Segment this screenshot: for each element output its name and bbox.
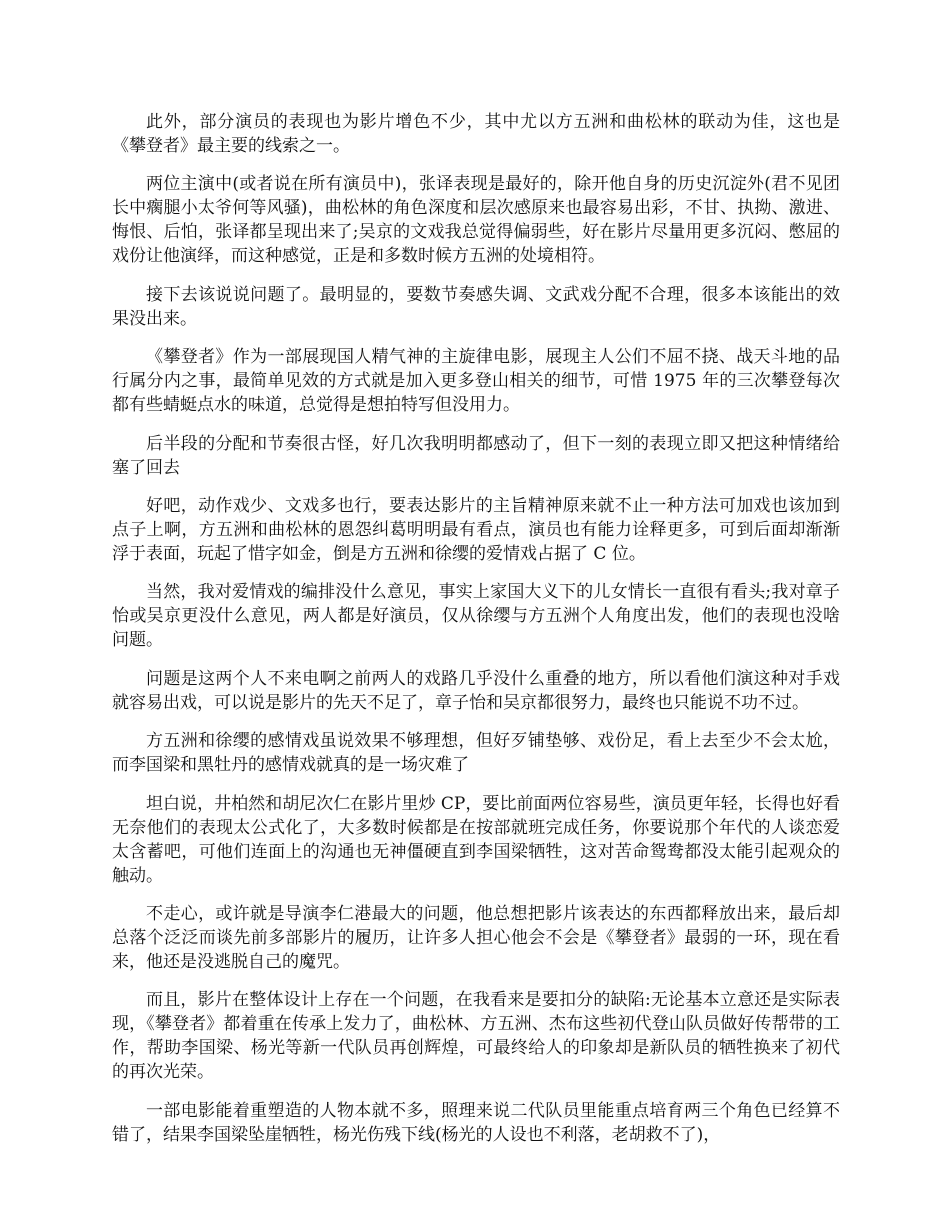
paragraph-3: 接下去该说说问题了。最明显的，要数节奏感失调、文武戏分配不合理，很多本该能出的效果没出来。 (112, 284, 840, 329)
paragraph-2: 两位主演中(或者说在所有演员中)，张译表现是最好的，除开他自身的历史沉淀外(君不见团长中瘸腿小太爷何等风骚)，曲松林的角色深度和层次感原来也最容易出彩，不甘、执拗、激进、悔恨、后怕，张译都呈现出来了;吴京的文戏我总觉得偏弱些，好在影片尽量用更多沉闷、憋屈的戏份让他演绎，而这种感觉，正是和多数时候方五洲的处境相符。 (112, 174, 840, 267)
paragraph-13: 一部电影能着重塑造的人物本就不多，照理来说二代队员里能重点培育两三个角色已经算不错了，结果李国梁坠崖牺牲，杨光伤残下线(杨光的人设也不利落，老胡救不了)， (112, 1100, 840, 1145)
paragraph-5: 后半段的分配和节奏很古怪，好几次我明明都感动了，但下一刻的表现立即又把这种情绪给塞了回去 (112, 433, 840, 478)
paragraph-4: 《攀登者》作为一部展现国人精气神的主旋律电影，展现主人公们不屈不挠、战天斗地的品行属分内之事，最简单见效的方式就是加入更多登山相关的细节，可惜 1975 年的三次攀登每次都有些蜻蜓点水的味道，总觉得是想拍特写但没用力。 (112, 347, 840, 416)
paragraph-12: 而且，影片在整体设计上存在一个问题，在我看来是要扣分的缺陷:无论基本立意还是实际表现，《攀登者》都着重在传承上发力了，曲松林、方五洲、杰布这些初代登山队员做好传帮带的工作，帮助李国梁、杨光等新一代队员再创辉煌，可最终给人的印象却是新队员的牺牲换来了初代的再次光荣。 (112, 990, 840, 1083)
paragraph-9: 方五洲和徐缨的感情戏虽说效果不够理想，但好歹铺垫够、戏份足，看上去至少不会太尬，而李国梁和黑牡丹的感情戏就真的是一场灾难了 (112, 731, 840, 776)
paragraph-6: 好吧，动作戏少、文戏多也行，要表达影片的主旨精神原来就不止一种方法可加戏也该加到点子上啊，方五洲和曲松林的恩怨纠葛明明最有看点，演员也有能力诠释更多，可到后面却渐渐浮于表面，玩起了惜字如金，倒是方五洲和徐缨的爱情戏占据了 C 位。 (112, 495, 840, 564)
paragraph-1: 此外，部分演员的表现也为影片增色不少，其中尤以方五洲和曲松林的联动为佳，这也是《攀登者》最主要的线索之一。 (112, 112, 840, 156)
article-body (112, 110, 840, 1161)
paragraph-7: 当然，我对爱情戏的编排没什么意见，事实上家国大义下的儿女情长一直很有看头;我对章子怡或吴京更没什么意见，两人都是好演员，仅从徐缨与方五洲个人角度出发，他们的表现也没啥问题。 (112, 582, 840, 651)
paragraph-11: 不走心，或许就是导演李仁港最大的问题，他总想把影片该表达的东西都释放出来，最后却总落个泛泛而谈先前多部影片的履历，让许多人担心他会不会是《攀登者》最弱的一环，现在看来，他还是没逃脱自己的魔咒。 (112, 903, 840, 972)
paragraph-8: 问题是这两个人不来电啊之前两人的戏路几乎没什么重叠的地方，所以看他们演这种对手戏就容易出戏，可以说是影片的先天不足了，章子怡和吴京都很努力，最终也只能说不功不过。 (112, 668, 840, 713)
paragraph-10: 坦白说，井柏然和胡尼次仁在影片里炒 CP，要比前面两位容易些，演员更年轻，长得也好看无奈他们的表现太公式化了，大多数时候都是在按部就班完成任务，你要说那个年代的人谈恋爱太含蓄吧，可他们连面上的沟通也无神僵硬直到李国梁牺牲，这对苦命鸳鸯都没太能引起观众的触动。 (112, 793, 840, 886)
